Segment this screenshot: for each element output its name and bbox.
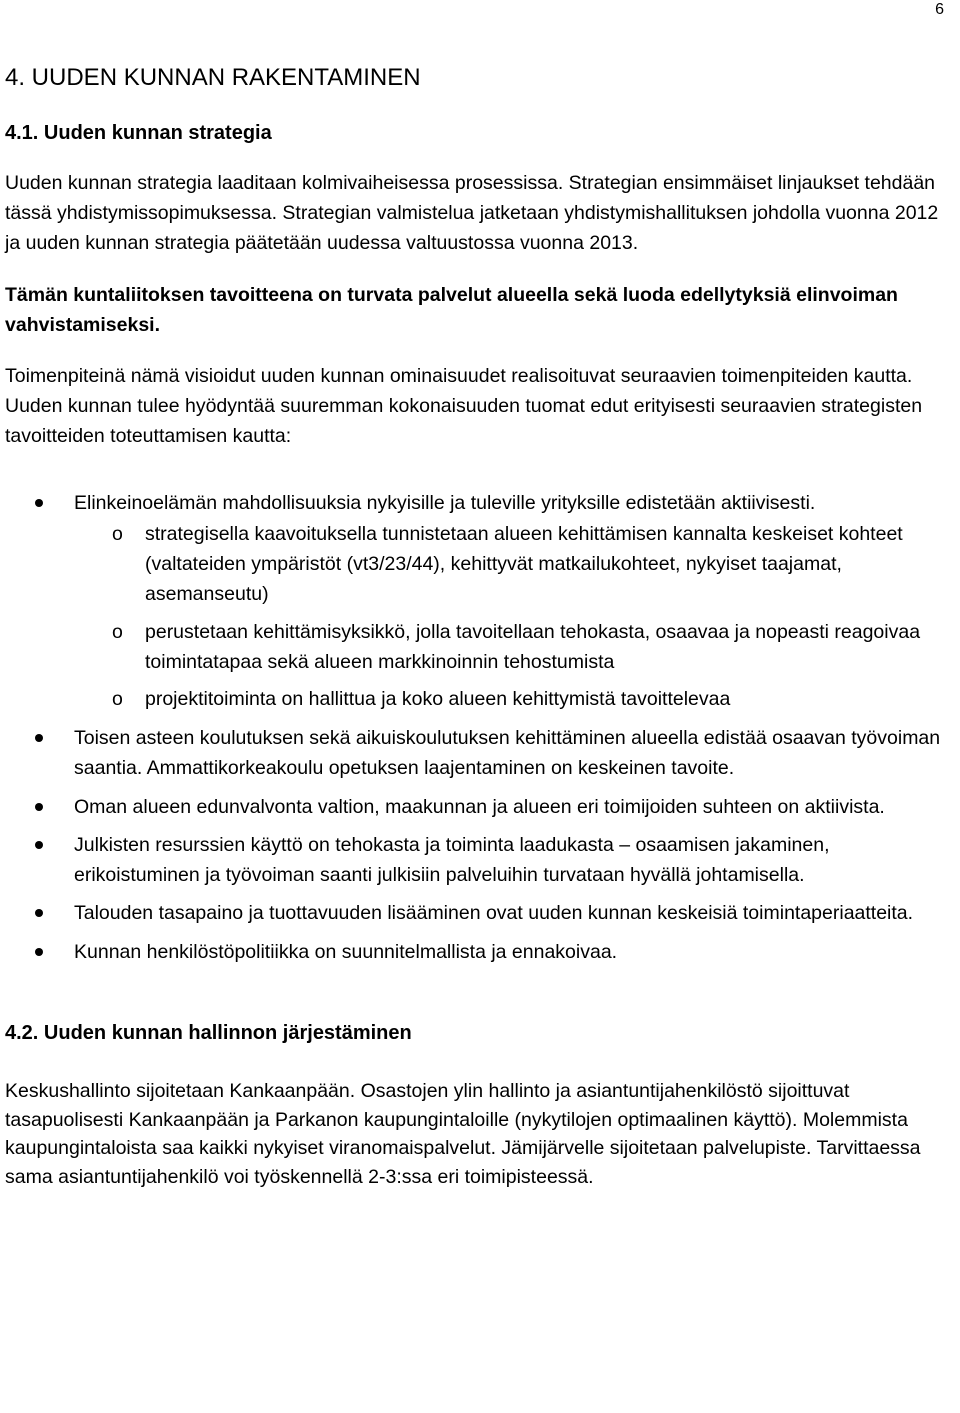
- bullet-icon: [35, 499, 43, 507]
- document-body: [5, 58, 957, 1191]
- list-item: [5, 830, 957, 890]
- goal-paragraph: Tämän kuntaliitoksen tavoitteena on turvata palvelut alueella sekä luoda edellytyksiä elinvoiman vahvistamiseksi.: [5, 284, 898, 336]
- list-item-text: Julkisten resurssien käyttö on tehokasta ja toiminta laadukasta – osaamisen jakaminen, erikoistuminen ja työvoiman saanti julkisiin palveluihin turvataan hyvällä johtamisella.: [74, 834, 830, 886]
- section-heading-administration: 4.2. Uuden kunnan hallinnon järjestäminen: [5, 1022, 412, 1044]
- strategy-intro-paragraph: Uuden kunnan strategia laaditaan kolmivaiheisessa prosessissa. Strategian ensimmäiset linjaukset tehdään tässä yhdistymissopimuksessa. Strategian valmistelua jatketaan yhdistymishallituksen johdolla vuonna 2012 ja uuden kunnan strategia päätetään uudessa valtuustossa vuonna 2013.: [5, 172, 939, 254]
- sub-list-item: [5, 519, 957, 609]
- list-item-text: Elinkeinoelämän mahdollisuuksia nykyisille ja tuleville yrityksille edistetään aktiivisesti.: [74, 492, 816, 514]
- list-item-text: Toisen asteen koulutuksen sekä aikuiskoulutuksen kehittäminen alueella edistää osaavan työvoiman saantia. Ammattikorkeakoulu opetuksen laajentaminen on keskeinen tavoite.: [74, 727, 941, 779]
- list-item: [5, 723, 957, 783]
- strategic-goals-list: [5, 488, 957, 967]
- sub-bullet-icon: o: [112, 523, 123, 545]
- bullet-icon: [35, 948, 43, 956]
- bullet-icon: [35, 803, 43, 811]
- page-number: 6: [935, 1, 944, 18]
- sub-list-item: [5, 684, 957, 714]
- sub-bullet-icon: o: [112, 688, 123, 710]
- bullet-icon: [35, 841, 43, 849]
- list-item-text: Talouden tasapaino ja tuottavuuden lisääminen ovat uuden kunnan keskeisiä toimintaperiaatteita.: [74, 902, 914, 924]
- bullet-icon: [35, 734, 43, 742]
- bullet-icon: [35, 909, 43, 917]
- sub-bullet-icon: o: [112, 621, 123, 643]
- chapter-heading: 4. UUDEN KUNNAN RAKENTAMINEN: [5, 64, 421, 91]
- list-item-text: Kunnan henkilöstöpolitiikka on suunnitelmallista ja ennakoivaa.: [74, 941, 618, 963]
- list-item-text: Oman alueen edunvalvonta valtion, maakunnan ja alueen eri toimijoiden suhteen on aktiivista.: [74, 796, 885, 818]
- sub-list-item-text: perustetaan kehittämisyksikkö, jolla tavoitellaan tehokasta, osaavaa ja nopeasti reagoivaa toimintatapaa sekä alueen markkinoinnin tehostumista: [145, 621, 921, 673]
- section-heading-strategy: 4.1. Uuden kunnan strategia: [5, 122, 272, 144]
- sub-list: [74, 519, 957, 714]
- sub-list-item-text: strategisella kaavoituksella tunnistetaan alueen kehittämisen kannalta keskeiset kohteet (valtateiden ympäristöt (vt3/23/44), kehittyvät matkailukohteet, nykyiset taajamat, asemanseutu): [145, 523, 903, 605]
- list-item: [5, 898, 957, 928]
- sub-list-item: [5, 617, 957, 677]
- list-item: [5, 792, 957, 822]
- list-item: [5, 937, 957, 967]
- administration-paragraph: Keskushallinto sijoitetaan Kankaanpään. Osastojen ylin hallinto ja asiantuntijahenkilöstö sijoittuvat tasapuolisesti Kankaanpään ja Parkanon kaupungintaloille (nykytilojen optimaalinen käyttö). Molemmista kaupungintaloista saa kaikki nykyiset viranomaispalvelut. Jämijärvelle sijoitetaan palvelupiste. Tarvittaessa sama asiantuntijahenkilö voi työskennellä 2-3:ssa eri toimipisteessä.: [5, 1080, 921, 1188]
- measures-paragraph: Toimenpiteinä nämä visioidut uuden kunnan ominaisuudet realisoituvat seuraavien toimenpiteiden kautta. Uuden kunnan tulee hyödyntää suuremman kokonaisuuden tuomat edut erityisesti seuraavien strategisten tavoitteiden toteuttamisen kautta:: [5, 365, 923, 447]
- sub-list-item-text: projektitoiminta on hallittua ja koko alueen kehittymistä tavoittelevaa: [145, 688, 731, 710]
- list-item: [5, 488, 957, 714]
